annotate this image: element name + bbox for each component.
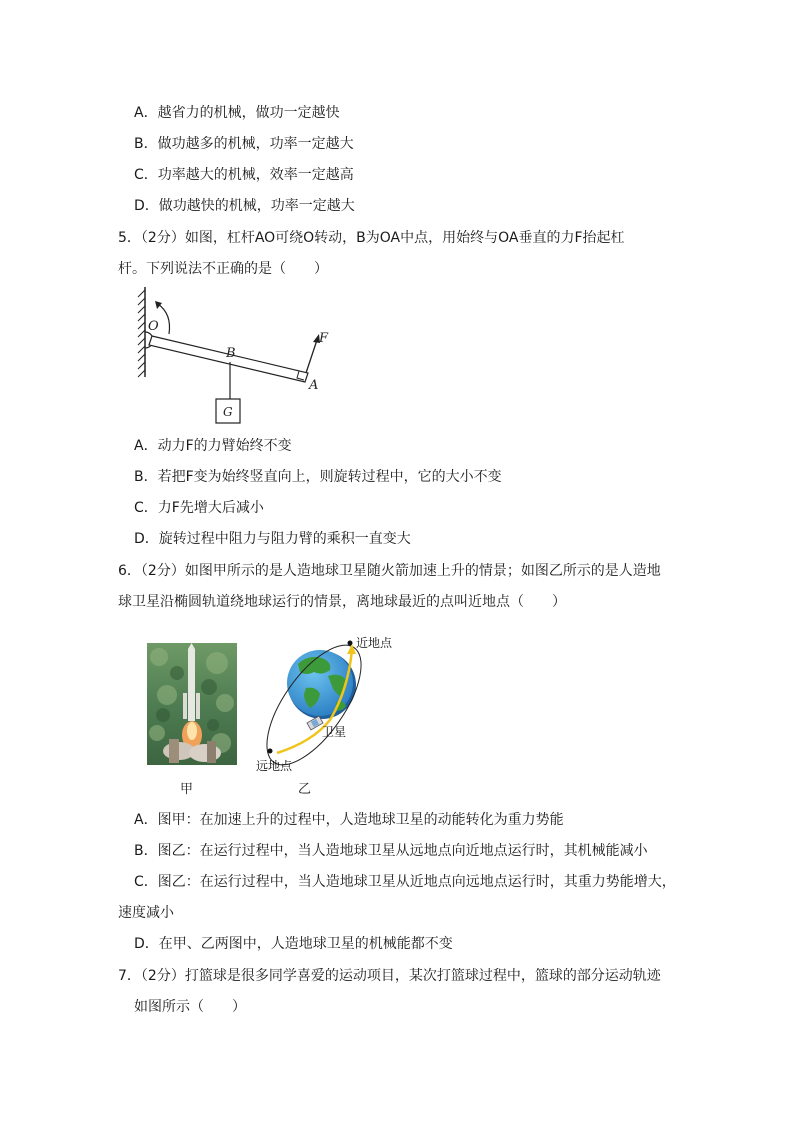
label-f: F [319,331,329,346]
apogee-point [268,749,273,754]
label-o: O [148,319,159,334]
q5-option-c: C．力F先增大后减小 [134,500,264,516]
caption-yi: 乙 [298,782,312,797]
satellite-icon [307,716,323,730]
force-arrow-icon [306,340,317,373]
q6-option-d: D．在甲、乙两图中，人造地球卫星的机械能都不变 [134,936,453,952]
label-perigee: 近地点 [356,636,393,650]
label-b: B [226,346,236,361]
q5-option-a: A．动力F的力臂始终不变 [134,438,292,454]
q5-option-d: D．旋转过程中阻力与阻力臂的乘积一直变大 [134,531,411,547]
perigee-point [348,641,353,646]
rocket-launch-photo [147,643,237,765]
q7-stem-line2: 如图所示（ ） [134,999,246,1015]
q5-stem-line1: 5．（2分）如图，杠杆AO可绕O转动，B为OA中点，用始终与OA垂直的力F抬起杠 [118,230,625,246]
q6-option-c: C．图乙：在运行过程中，当人造地球卫星从近地点向远地点运行时，其重力势能增大， [134,874,676,890]
wall-hatching [138,290,145,377]
q4-option-a: A．越省力的机械，做功一定越快 [134,105,340,121]
q5-stem-line2: 杆。下列说法不正确的是（ ） [118,261,328,277]
q4-option-b: B．做功越多的机械，功率一定越大 [134,136,354,152]
q4-option-c: C．功率越大的机械，效率一定越高 [134,167,354,183]
caption-jia: 甲 [180,782,194,797]
q6-option-a: A．图甲：在加速上升的过程中，人造地球卫星的动能转化为重力势能 [134,812,564,828]
q7-stem-line1: 7．（2分）打篮球是很多同学喜爱的运动项目，某次打篮球过程中，篮球的部分运动轨迹 [118,968,661,984]
lever-diagram [128,282,348,428]
label-apogee: 远地点 [256,759,293,773]
q6-option-c-cont: 速度减小 [118,905,174,921]
q4-option-d: D．做功越快的机械，功率一定越大 [134,198,355,214]
q5-option-b: B．若把F变为始终竖直向上，则旋转过程中，它的大小不变 [134,469,502,485]
orbit-diagram [252,630,412,775]
q6-stem-line1: 6．（2分）如图甲所示的是人造地球卫星随火箭加速上升的情景；如图乙所示的是人造地 [118,563,661,579]
q6-stem-line2: 球卫星沿椭圆轨道绕地球运行的情景，离地球最近的点叫近地点（ ） [118,594,566,610]
label-satellite: 卫星 [322,725,347,739]
q6-option-b: B．图乙：在运行过程中，当人造地球卫星从远地点向近地点运行时，其机械能减小 [134,843,648,859]
rotation-arrow-icon [158,304,170,334]
label-g: G [223,405,233,419]
label-a: A [309,378,319,393]
